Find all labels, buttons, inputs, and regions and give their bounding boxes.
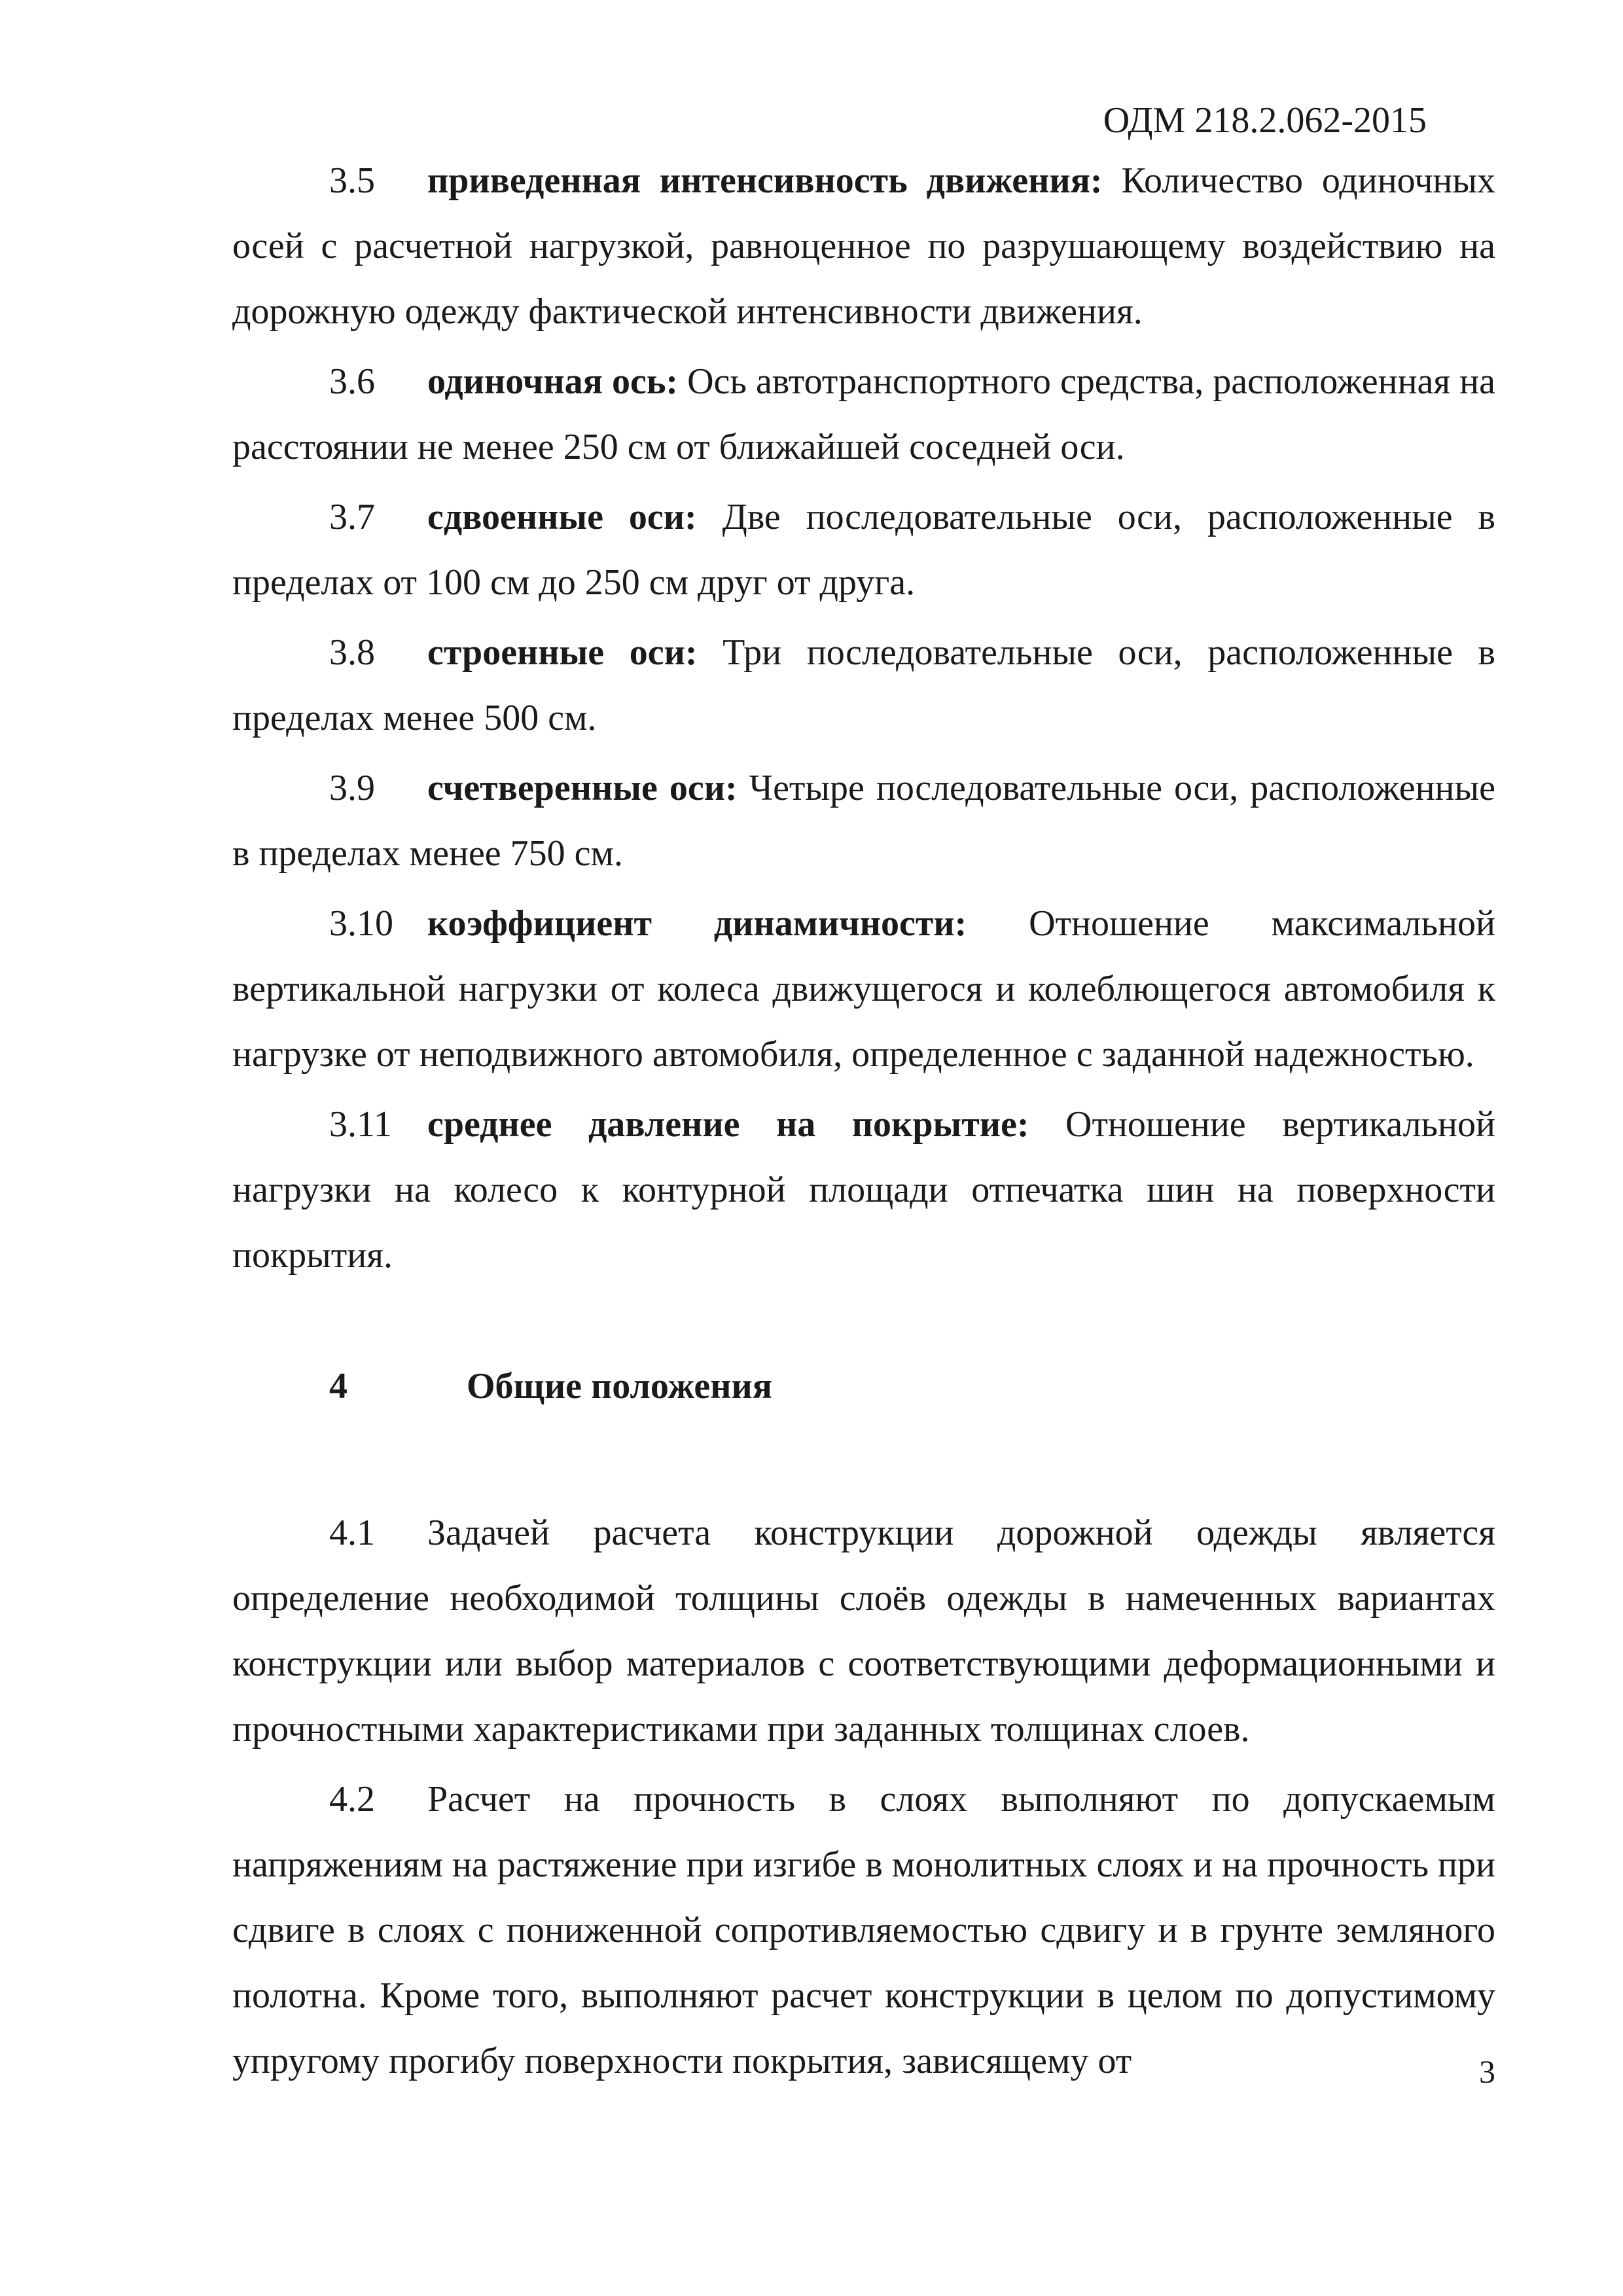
- document-body: [232, 148, 1495, 2098]
- paragraph-number: 4.1: [329, 1513, 375, 1553]
- paragraph-text: Расчет на прочность в слоях выполняют по допускаемым напряжениям на растяжение при изгибе в монолитных слоях и на прочность при сдвиге в слоях с пониженной сопротивляемостью сдвигу и в грунте земляного полотна. Кроме того, выполняют расчет конструкции в целом по допустимому упругому прогибу поверхности покрытия, зависящему от: [232, 1779, 1495, 2081]
- paragraph-4-1: [232, 1500, 1495, 1762]
- paragraph-3-8: [232, 620, 1495, 751]
- paragraph-3-6: [232, 349, 1495, 480]
- term: коэффициент динамичности:: [427, 903, 967, 944]
- paragraph-number: 3.11: [329, 1104, 392, 1145]
- paragraph-3-5: [232, 148, 1495, 344]
- section-number: 4: [329, 1366, 348, 1407]
- term: среднее давление на покрытие:: [427, 1104, 1029, 1145]
- paragraph-number: 3.6: [329, 361, 375, 402]
- paragraph-3-11: [232, 1092, 1495, 1288]
- paragraph-number: 3.9: [329, 768, 375, 808]
- definition-text: Количество одиночных осей с расчетной нагрузкой, равноценное по разрушающему воздействию на дорожную одежду фактической интенсивности движения.: [232, 160, 1495, 332]
- definition-text: Отношение вертикальной нагрузки на колесо к контурной площади отпечатка шин на поверхности покрытия.: [232, 1104, 1495, 1276]
- term: счетверенные оси:: [427, 768, 738, 808]
- definition-text: Ось автотранспортного средства, расположенная на расстоянии не менее 250 см от ближайшей соседней оси.: [232, 361, 1495, 467]
- term: приведенная интенсивность движения:: [427, 160, 1103, 201]
- document-code: ОДМ 218.2.062-2015: [1103, 100, 1427, 141]
- section-heading: [232, 1354, 1495, 1419]
- paragraph-number: 3.7: [329, 497, 375, 537]
- definition-text: Три последовательные оси, расположенные в пределах менее 500 см.: [232, 632, 1495, 738]
- paragraph-3-9: [232, 755, 1495, 886]
- term: строенные оси:: [427, 632, 698, 673]
- section-title-text: Общие положения: [467, 1366, 773, 1407]
- definition-text: Четыре последовательные оси, расположенные в пределах менее 750 см.: [232, 768, 1495, 874]
- paragraph-number: 3.5: [329, 160, 375, 201]
- paragraph-number: 4.2: [329, 1779, 375, 1820]
- paragraph-4-2: [232, 1767, 1495, 2094]
- page-number: 3: [1479, 2053, 1495, 2090]
- definition-text: Две последовательные оси, расположенные в пределах от 100 см до 250 см друг от друга.: [232, 497, 1495, 603]
- paragraph-number: 3.10: [329, 903, 393, 944]
- term: одиночная ось:: [427, 361, 679, 402]
- paragraph-3-10: [232, 891, 1495, 1087]
- term: сдвоенные оси:: [427, 497, 697, 537]
- definition-text: Отношение максимальной вертикальной нагрузки от колеса движущегося и колеблющегося автомобиля к нагрузке от неподвижного автомобиля, определенное с заданной надежностью.: [232, 903, 1495, 1075]
- paragraph-3-7: [232, 484, 1495, 615]
- paragraph-text: Задачей расчета конструкции дорожной одежды является определение необходимой толщины слоёв одежды в намеченных вариантах конструкции или выбор материалов с соответствующими деформационными и прочностными характеристиками при заданных толщинах слоев.: [232, 1513, 1495, 1749]
- paragraph-number: 3.8: [329, 632, 375, 673]
